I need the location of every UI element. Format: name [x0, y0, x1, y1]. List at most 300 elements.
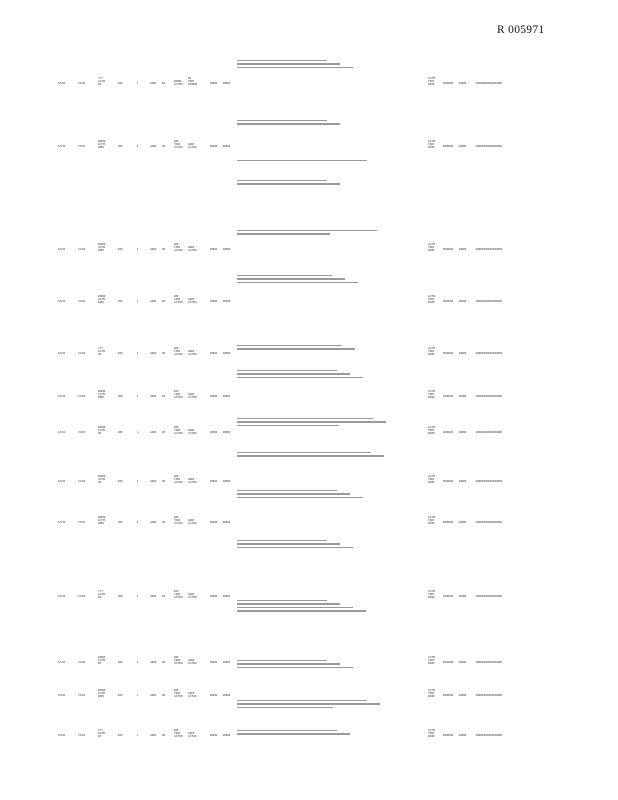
table-cell-line: T### [174, 246, 180, 250]
table-cell: ##### [223, 694, 231, 697]
table-cell-line: ### [174, 347, 179, 350]
table-cell-line: ##### [98, 390, 106, 393]
table-cell: ### [118, 661, 123, 664]
table-cell-line: T### [174, 393, 180, 397]
table-cell: 7/2/04 [78, 734, 86, 737]
table-cell: ### [118, 694, 123, 697]
table-cell: ##### [459, 694, 467, 697]
table-cell: 1 [137, 480, 139, 483]
table-cell [174, 729, 183, 738]
table-cell-line: ## [98, 83, 101, 87]
table-cell [188, 659, 197, 665]
table-cell-line: T### [428, 692, 434, 696]
table-cell-line: A### [188, 429, 195, 432]
table-cell: ## [162, 300, 165, 303]
table-cell [174, 140, 183, 149]
table-cell: ### [118, 352, 123, 355]
table-cell-line: ##/## [428, 83, 435, 87]
table-cell-line: YYY [98, 77, 104, 80]
table-cell-line: RRRRR [188, 83, 198, 87]
table-cell: #####/##/##/##/##### [476, 521, 502, 524]
narrative-paragraph [237, 700, 387, 710]
table-cell: ##### [210, 248, 218, 251]
table-cell-line: ### [174, 426, 179, 429]
table-cell-line: ACTRS [188, 596, 197, 600]
table-row [0, 729, 618, 739]
table-cell: 1 [137, 694, 139, 697]
table-cell-line: #### [98, 249, 104, 253]
table-cell-line: ## [188, 77, 191, 80]
table-cell-line: ACTRS [174, 596, 183, 600]
table-cell: ##### [459, 300, 467, 303]
table-cell: ##/##/## [443, 595, 454, 598]
table-cell [428, 590, 435, 599]
table-cell [98, 390, 105, 399]
table-cell-line: ACTRS [188, 522, 197, 526]
table-cell [188, 246, 197, 252]
table-cell [428, 426, 435, 435]
table-cell-line: ACTB [98, 80, 105, 84]
table-cell-line: ##/## [428, 146, 435, 150]
table-cell: ### [118, 145, 123, 148]
table-cell: 1/5/10 [58, 661, 66, 664]
table-cell: #####/##/##/##/##### [476, 694, 502, 697]
table-cell-line: A### [188, 143, 195, 146]
table-cell: ##/##/## [443, 82, 454, 85]
table-cell: ## [162, 395, 165, 398]
table-cell: ##### [210, 480, 218, 483]
table-cell [188, 393, 197, 399]
table-cell-line: ACTB [428, 689, 435, 692]
table-cell: ##### [223, 145, 231, 148]
table-cell: ##/##/## [443, 480, 454, 483]
table-cell: ##### [223, 521, 231, 524]
table-cell [188, 143, 197, 149]
table-cell-line: #### [98, 396, 104, 400]
table-cell: ### [118, 82, 123, 85]
table-cell: 1/5/10 [58, 82, 66, 85]
table-cell [428, 656, 435, 665]
table-cell-line: T### [174, 298, 180, 302]
table-row [0, 516, 618, 526]
table-cell-line: ACTB [428, 475, 435, 478]
table-row [0, 689, 618, 699]
table-cell [98, 426, 105, 435]
table-cell-line: YYY [98, 347, 104, 350]
table-cell: 7/2/04 [78, 431, 86, 434]
table-cell: 7/2/04 [78, 395, 86, 398]
table-row [0, 475, 618, 485]
table-cell: ##/##/## [443, 248, 454, 251]
table-cell-line: ACTB [98, 519, 105, 523]
table-cell: ##### [459, 82, 467, 85]
table-cell: A### [150, 480, 157, 483]
table-cell-line: ##### [98, 243, 106, 246]
table-cell-line: ACTRS [174, 432, 183, 436]
table-cell-line: T### [428, 593, 434, 597]
table-cell-line: ACTRS [174, 735, 183, 739]
table-cell-line: ACTRS [174, 353, 183, 357]
table-cell [174, 689, 183, 698]
table-cell [428, 516, 435, 525]
table-cell-line: YYY [98, 729, 104, 732]
narrative-paragraph [237, 418, 387, 428]
table-cell-line: T### [174, 519, 180, 523]
table-cell: A### [150, 300, 157, 303]
table-cell-line: ### [174, 656, 179, 659]
narrative-paragraph [237, 180, 387, 187]
table-cell: 1 [137, 82, 139, 85]
table-cell: A### [150, 145, 157, 148]
table-cell: ##### [459, 248, 467, 251]
table-cell-line: ACTB [98, 393, 105, 397]
table-cell-line: ##### [98, 295, 106, 298]
table-cell-line: T### [174, 429, 180, 433]
table-cell-line: ACTRS [188, 396, 197, 400]
table-cell [428, 689, 435, 698]
table-cell-line: ACTRS [188, 662, 197, 666]
narrative-paragraph [237, 660, 387, 670]
table-cell: ## [162, 248, 165, 251]
narrative-paragraph [237, 730, 387, 737]
table-cell-line: T### [174, 659, 180, 663]
table-cell: ## [162, 694, 165, 697]
table-cell-line: ACTB [428, 77, 435, 80]
table-row [0, 295, 618, 305]
table-cell [428, 77, 435, 86]
table-cell [428, 729, 435, 738]
table-cell-line: #### [98, 301, 104, 305]
table-cell: A### [150, 734, 157, 737]
table-cell-line: ##/## [428, 432, 435, 436]
table-cell-line: A### [188, 732, 195, 735]
table-row [0, 426, 618, 436]
narrative-paragraph [237, 60, 387, 70]
narrative-paragraph [237, 490, 387, 500]
table-cell: #####/##/##/##/##### [476, 82, 502, 85]
table-cell: ## [162, 431, 165, 434]
table-cell: A### [150, 82, 157, 85]
table-cell-line: T### [428, 350, 434, 354]
table-cell: 1/5/10 [58, 145, 66, 148]
table-cell: ##/##/## [443, 521, 454, 524]
table-cell: 1/5/10 [58, 595, 66, 598]
table-cell-line: ACTRS [174, 662, 183, 666]
table-cell: ##/##/## [443, 352, 454, 355]
table-cell-line: A### [188, 593, 195, 596]
table-cell [188, 298, 197, 304]
table-cell: 1/5/10 [58, 300, 66, 303]
table-cell-line: ## [98, 481, 101, 485]
table-cell-line: ### [174, 729, 179, 732]
table-cell: ### [118, 734, 123, 737]
table-cell [174, 475, 183, 484]
table-cell: ##### [223, 82, 231, 85]
table-cell: 1 [137, 521, 139, 524]
table-cell-line: ACTB [428, 243, 435, 246]
table-cell [98, 347, 105, 356]
table-cell-line: ACTRS [174, 83, 183, 87]
table-cell-line: T### [188, 80, 194, 84]
table-cell-line: A### [188, 246, 195, 249]
table-cell: ### [118, 248, 123, 251]
table-cell: ##/##/## [443, 145, 454, 148]
table-cell: ##### [223, 395, 231, 398]
table-cell: 1/5/10 [58, 352, 66, 355]
table-cell-line: T### [428, 80, 434, 84]
table-cell: A### [150, 431, 157, 434]
table-cell: ##### [459, 521, 467, 524]
table-cell [428, 475, 435, 484]
table-cell-line: A### [188, 659, 195, 662]
table-cell: ##### [459, 352, 467, 355]
table-cell: ## [162, 734, 165, 737]
table-cell-line: ACTB [98, 732, 105, 736]
table-cell: 7/2/04 [78, 521, 86, 524]
table-cell-line: ## [98, 353, 101, 357]
table-cell-line: ##### [98, 656, 106, 659]
table-cell: ##### [223, 734, 231, 737]
table-cell-line: ACTB [98, 429, 105, 433]
table-cell [98, 140, 105, 149]
table-cell-line: T### [174, 732, 180, 736]
table-cell-line: T### [174, 593, 180, 597]
table-row [0, 140, 618, 150]
table-cell-line: A### [188, 393, 195, 396]
table-cell: 1 [137, 300, 139, 303]
table-cell: ##/##/## [443, 734, 454, 737]
table-cell-line: A### [188, 692, 195, 695]
table-cell-line: ACTRS [174, 249, 183, 253]
table-cell [98, 590, 105, 599]
table-cell: 1 [137, 431, 139, 434]
table-cell: ##### [210, 431, 218, 434]
table-cell: 1 [137, 145, 139, 148]
table-cell: ##/##/## [443, 300, 454, 303]
table-cell [188, 77, 197, 86]
table-cell: ### [118, 431, 123, 434]
table-cell: 1 [137, 395, 139, 398]
table-cell: A### [150, 352, 157, 355]
table-cell: ## [162, 145, 165, 148]
table-cell-line: ##/## [428, 695, 435, 699]
table-cell: ## [162, 480, 165, 483]
table-cell-line: ### [174, 590, 179, 593]
table-cell: ##### [223, 595, 231, 598]
table-cell: ##### [459, 145, 467, 148]
table-cell-line: ACTB [428, 516, 435, 519]
table-cell: ##### [210, 145, 218, 148]
table-cell: ## [162, 82, 165, 85]
table-cell: 1 [137, 352, 139, 355]
table-cell-line: ### [174, 390, 179, 393]
table-cell-line: #### [98, 146, 104, 150]
narrative-paragraph [237, 370, 387, 380]
table-cell-line: ACTB [98, 350, 105, 354]
table-cell: A### [150, 521, 157, 524]
table-cell: 1 [137, 595, 139, 598]
table-cell: A### [150, 248, 157, 251]
table-cell: 1 [137, 661, 139, 664]
table-cell [98, 475, 105, 484]
table-cell-line: T### [428, 246, 434, 250]
table-cell [174, 80, 183, 86]
table-cell: 7/2/04 [78, 300, 86, 303]
table-cell [428, 390, 435, 399]
table-cell: ##/##/## [443, 395, 454, 398]
table-cell: ## [162, 521, 165, 524]
table-cell [174, 295, 183, 304]
table-cell: ##### [210, 395, 218, 398]
table-cell-line: ##/## [428, 249, 435, 253]
table-cell-line: #### [98, 522, 104, 526]
table-cell-line: ACTRS [174, 301, 183, 305]
table-cell-line: ACTRS [174, 522, 183, 526]
table-cell-line: ACTRS [188, 301, 197, 305]
table-cell-line: ACTB [98, 143, 105, 147]
table-cell: ##### [210, 521, 218, 524]
table-cell-line: ACTRS [188, 695, 197, 699]
table-cell: ##### [223, 300, 231, 303]
table-cell [174, 516, 183, 525]
table-cell-line: T### [428, 429, 434, 433]
table-cell-line: ##/## [428, 596, 435, 600]
table-cell-line: ACTB [428, 656, 435, 659]
table-cell [98, 516, 105, 525]
table-cell: ##### [459, 734, 467, 737]
table-cell-line: ACTRS [188, 146, 197, 150]
table-cell: 7/2/04 [78, 82, 86, 85]
table-cell: ### [118, 300, 123, 303]
table-cell: ## [162, 661, 165, 664]
narrative-paragraph [237, 600, 387, 614]
table-cell [98, 243, 105, 252]
table-cell-line: T### [428, 478, 434, 482]
table-cell-line: ACTB [98, 298, 105, 302]
table-cell-line: ##### [98, 689, 106, 692]
table-cell-line: ACTB [98, 246, 105, 250]
table-cell: A### [150, 661, 157, 664]
table-cell-line: ACTRS [174, 146, 183, 150]
table-cell-line: T### [428, 393, 434, 397]
table-cell-line: ### [174, 689, 179, 692]
table-row [0, 347, 618, 357]
table-row [0, 243, 618, 253]
table-cell-line: ##### [98, 426, 106, 429]
table-cell: 7/2/04 [78, 248, 86, 251]
table-cell: ##### [210, 734, 218, 737]
table-cell-line: ACTRS [188, 249, 197, 253]
table-cell-line: ACTRS [174, 396, 183, 400]
table-cell-line: ACTRS [188, 481, 197, 485]
table-cell [188, 350, 197, 356]
table-cell-line: A### [188, 350, 195, 353]
table-cell-line: ACTRS [174, 481, 183, 485]
table-cell: 1/5/10 [58, 248, 66, 251]
table-cell-line: ACTB [98, 659, 105, 663]
table-cell [174, 590, 183, 599]
table-cell [188, 478, 197, 484]
table-cell-line: ## [98, 432, 101, 436]
table-cell [174, 656, 183, 665]
table-cell-line: ##### [98, 475, 106, 478]
table-cell-line: T### [428, 519, 434, 523]
table-cell: #####/##/##/##/##### [476, 661, 502, 664]
table-cell-line: ##### [98, 516, 106, 519]
table-row [0, 590, 618, 600]
table-cell: A### [150, 595, 157, 598]
table-cell-line: T### [174, 350, 180, 354]
table-row [0, 656, 618, 666]
table-cell: 7/2/04 [78, 145, 86, 148]
table-row [0, 390, 618, 400]
table-cell: #####/##/##/##/##### [476, 248, 502, 251]
table-cell-line: ACTB [428, 347, 435, 350]
table-cell [188, 429, 197, 435]
table-cell: ##### [459, 395, 467, 398]
table-cell-line: ACTB [428, 390, 435, 393]
table-cell-line: ACTB [428, 729, 435, 732]
table-cell-line: A### [188, 298, 195, 301]
table-cell-line: ### [174, 295, 179, 298]
table-cell-line: ACTB [428, 295, 435, 298]
table-cell-line: ACTB [98, 692, 105, 696]
table-cell: 7/2/04 [78, 694, 86, 697]
table-cell-line: ##/## [428, 396, 435, 400]
narrative-paragraph [237, 230, 387, 237]
table-cell-line: ## [98, 735, 101, 739]
table-row [0, 77, 618, 87]
table-cell-line: ##### [174, 80, 182, 83]
table-cell: 7/2/04 [78, 595, 86, 598]
table-cell-line: T### [428, 143, 434, 147]
table-cell: ##### [223, 661, 231, 664]
table-cell: ## [162, 595, 165, 598]
table-cell: #####/##/##/##/##### [476, 395, 502, 398]
table-cell-line: #### [98, 695, 104, 699]
table-cell [188, 692, 197, 698]
narrative-paragraph [237, 275, 387, 285]
table-cell-line: ## [98, 662, 101, 666]
table-cell-line: T### [428, 659, 434, 663]
table-cell: ### [118, 521, 123, 524]
table-cell-line: ## [98, 596, 101, 600]
table-cell [428, 140, 435, 149]
table-cell: ##/##/## [443, 694, 454, 697]
table-cell [174, 347, 183, 356]
table-cell-line: A### [188, 478, 195, 481]
table-cell-line: ACTB [428, 140, 435, 143]
table-cell: 1 [137, 248, 139, 251]
table-cell-line: ##/## [428, 481, 435, 485]
table-cell: #####/##/##/##/##### [476, 352, 502, 355]
table-cell [98, 729, 105, 738]
table-cell [188, 519, 197, 525]
table-cell-line: ##### [98, 140, 106, 143]
table-cell-line: ACTB [428, 590, 435, 593]
table-cell [98, 689, 105, 698]
table-cell: ##### [223, 431, 231, 434]
table-cell: ##### [210, 352, 218, 355]
table-cell [98, 77, 105, 86]
table-cell-line: A### [188, 519, 195, 522]
table-cell-line: T### [174, 143, 180, 147]
table-cell: ##### [459, 480, 467, 483]
narrative-paragraph [237, 345, 387, 352]
table-cell: ##### [223, 352, 231, 355]
table-cell: A### [150, 395, 157, 398]
table-cell: ## [162, 352, 165, 355]
